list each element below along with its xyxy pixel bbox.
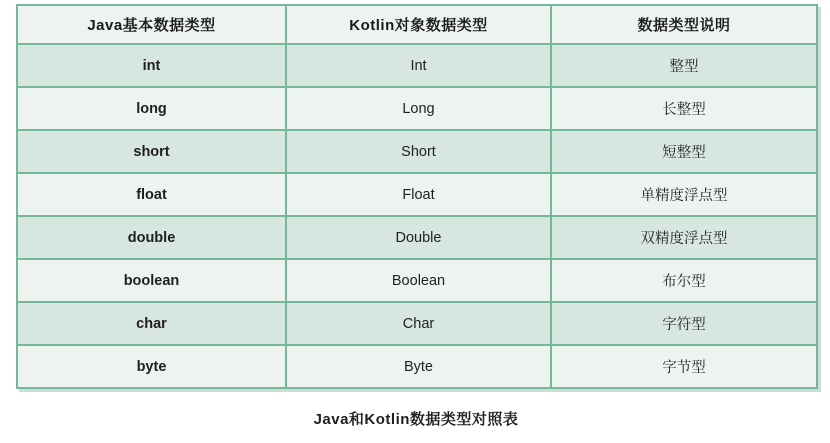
cell-type-description: 双精度浮点型	[551, 216, 817, 259]
cell-java-type: char	[17, 302, 286, 345]
table-row	[17, 216, 817, 259]
cell-kotlin-type: Short	[286, 130, 551, 173]
column-header-java: Java基本数据类型	[17, 5, 286, 44]
cell-java-type: boolean	[17, 259, 286, 302]
cell-java-type: long	[17, 87, 286, 130]
cell-kotlin-type: Double	[286, 216, 551, 259]
column-header-kotlin: Kotlin对象数据类型	[286, 5, 551, 44]
table-row	[17, 302, 817, 345]
cell-type-description: 整型	[551, 44, 817, 87]
cell-kotlin-type: Byte	[286, 345, 551, 388]
cell-kotlin-type: Int	[286, 44, 551, 87]
cell-java-type: float	[17, 173, 286, 216]
cell-type-description: 字节型	[551, 345, 817, 388]
cell-kotlin-type: Boolean	[286, 259, 551, 302]
cell-type-description: 短整型	[551, 130, 817, 173]
table-header-row	[17, 5, 817, 44]
java-kotlin-type-table	[16, 4, 818, 389]
cell-java-type: int	[17, 44, 286, 87]
table-row	[17, 259, 817, 302]
cell-java-type: double	[17, 216, 286, 259]
cell-kotlin-type: Char	[286, 302, 551, 345]
table-row	[17, 173, 817, 216]
table-row	[17, 130, 817, 173]
column-header-description: 数据类型说明	[551, 5, 817, 44]
comparison-table-wrapper	[16, 4, 816, 389]
cell-type-description: 单精度浮点型	[551, 173, 817, 216]
cell-java-type: short	[17, 130, 286, 173]
cell-kotlin-type: Long	[286, 87, 551, 130]
table-caption: Java和Kotlin数据类型对照表	[313, 411, 519, 428]
cell-type-description: 字符型	[551, 302, 817, 345]
cell-type-description: 长整型	[551, 87, 817, 130]
table-row	[17, 87, 817, 130]
cell-type-description: 布尔型	[551, 259, 817, 302]
cell-kotlin-type: Float	[286, 173, 551, 216]
table-row	[17, 44, 817, 87]
cell-java-type: byte	[17, 345, 286, 388]
table-row	[17, 345, 817, 388]
